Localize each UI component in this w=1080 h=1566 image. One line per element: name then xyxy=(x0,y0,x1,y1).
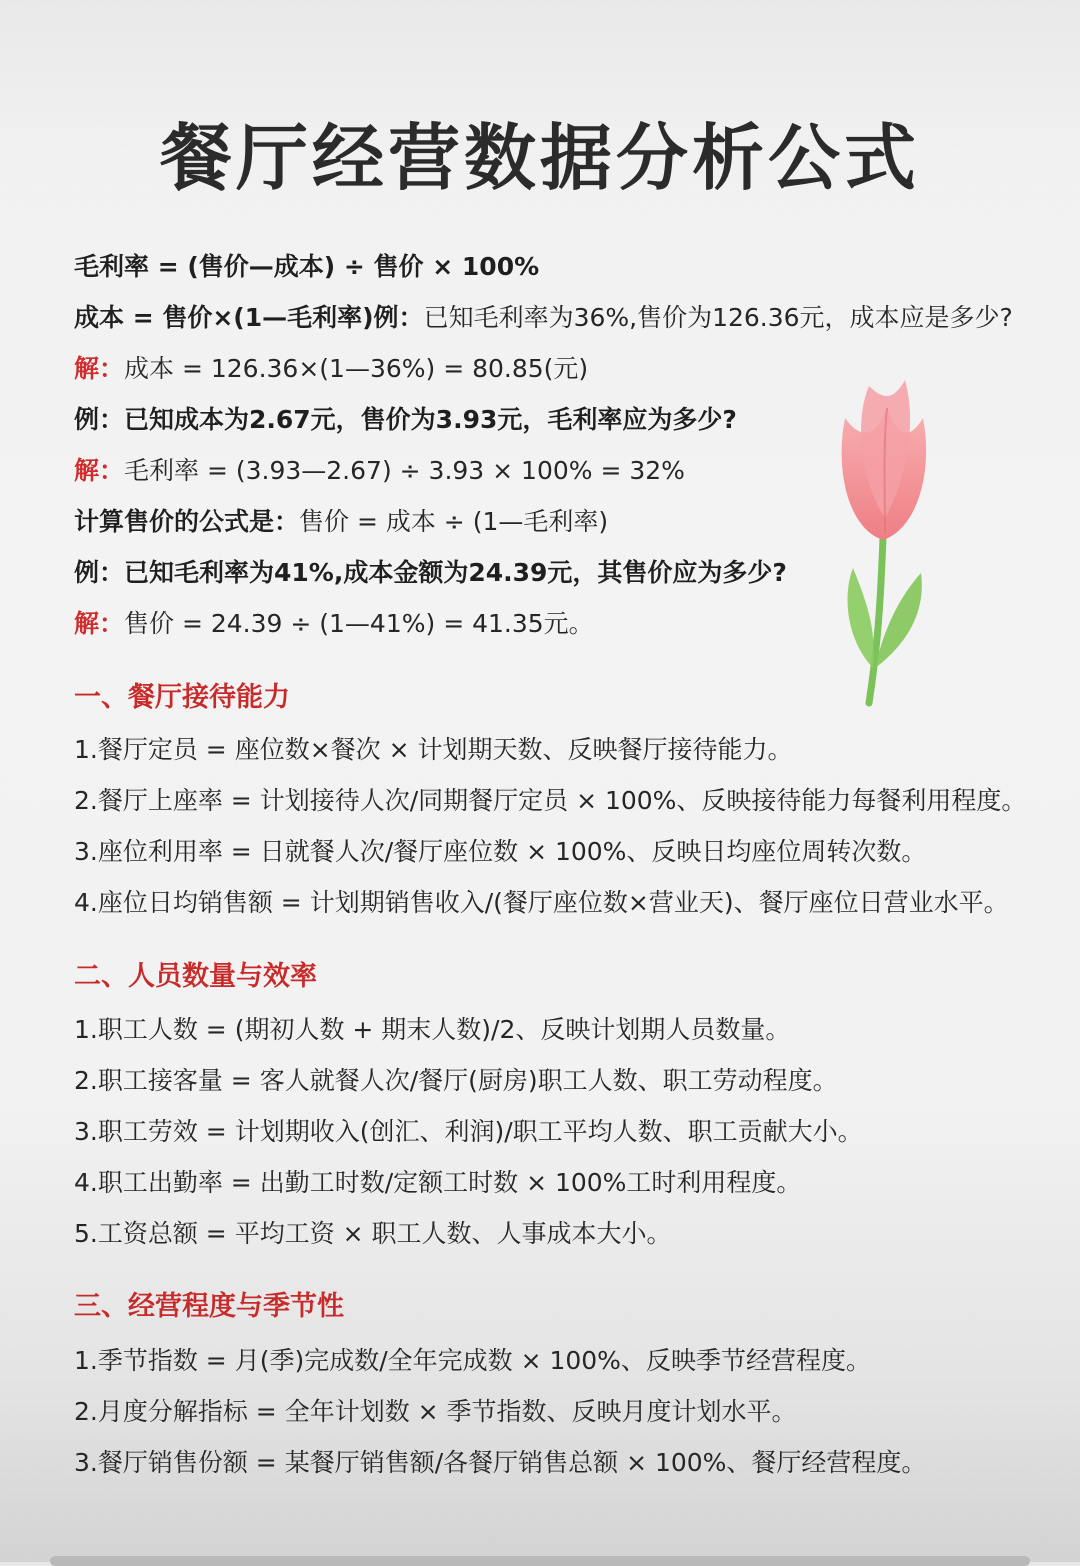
formula-bold-text: 成本 = 售价×(1—毛利率)例： xyxy=(74,303,424,332)
solution-label: 解： xyxy=(74,354,125,383)
formula-text: 售价 = 24.39 ÷ (1—41%) = 41.35元。 xyxy=(124,609,594,638)
formula-bold-text: 例：已知成本为2.67元，售价为3.93元，毛利率应为多少? xyxy=(74,405,737,434)
list-item: 2.月度分解指标 = 全年计划数 × 季节指数、反映月度计划水平。 xyxy=(74,1397,797,1426)
list-item: 3.职工劳效 = 计划期收入(创汇、利润)/职工平均人数、职工贡献大小。 xyxy=(74,1117,863,1146)
formula-text: 售价 = 成本 ÷ (1—毛利率) xyxy=(299,507,609,536)
list-item: 4.座位日均销售额 = 计划期销售收入/(餐厅座位数×营业天)、餐厅座位日营业水平。 xyxy=(74,888,1009,917)
section-heading: 三、经营程度与季节性 xyxy=(74,1291,344,1322)
list-item: 5.工资总额 = 平均工资 × 职工人数、人事成本大小。 xyxy=(74,1219,672,1248)
formula-text: 毛利率 = (3.93—2.67) ÷ 3.93 × 100% = 32% xyxy=(124,456,685,485)
formula-text: 已知毛利率为36%,售价为126.36元，成本应是多少? xyxy=(423,303,1013,332)
list-item: 3.座位利用率 = 日就餐人次/餐厅座位数 × 100%、反映日均座位周转次数。 xyxy=(74,837,927,866)
list-item: 3.餐厅销售份额 = 某餐厅销售额/各餐厅销售总额 × 100%、餐厅经营程度。 xyxy=(74,1448,927,1477)
formula-bold-text: 毛利率 = (售价—成本) ÷ 售价 × 100% xyxy=(74,252,540,281)
formula-line xyxy=(74,403,737,437)
section-heading: 二、人员数量与效率 xyxy=(74,961,317,992)
formula-bold-text: 例：已知毛利率为41%,成本金额为24.39元，其售价应为多少? xyxy=(74,558,787,587)
formula-line xyxy=(74,301,1013,335)
formula-line xyxy=(74,556,787,590)
formula-line xyxy=(74,352,588,386)
formula-bold-text: 计算售价的公式是： xyxy=(74,507,300,536)
formula-text: 成本 = 126.36×(1—36%) = 80.85(元) xyxy=(124,354,589,383)
solution-label: 解： xyxy=(74,609,125,638)
list-item: 1.季节指数 = 月(季)完成数/全年完成数 × 100%、反映季节经营程度。 xyxy=(74,1346,871,1375)
formula-line xyxy=(74,250,539,284)
list-item: 2.职工接客量 = 客人就餐人次/餐厅(厨房)职工人数、职工劳动程度。 xyxy=(74,1066,838,1095)
list-item: 2.餐厅上座率 = 计划接待人次/同期餐厅定员 × 100%、反映接待能力每餐利用程度。 xyxy=(74,786,1027,815)
list-item: 1.餐厅定员 = 座位数×餐次 × 计划期天数、反映餐厅接待能力。 xyxy=(74,735,793,764)
list-item: 1.职工人数 = (期初人数 + 期末人数)/2、反映计划期人员数量。 xyxy=(74,1015,791,1044)
formula-line xyxy=(74,454,685,488)
formula-line xyxy=(74,607,594,641)
tulip-icon xyxy=(825,368,945,713)
list-item: 4.职工出勤率 = 出勤工时数/定额工时数 × 100%工时利用程度。 xyxy=(74,1168,802,1197)
formula-line xyxy=(74,505,608,539)
scroll-indicator xyxy=(50,1556,1030,1566)
section-heading: 一、餐厅接待能力 xyxy=(74,682,290,713)
page-title: 餐厅经营数据分析公式 xyxy=(159,116,920,200)
solution-label: 解： xyxy=(74,456,125,485)
